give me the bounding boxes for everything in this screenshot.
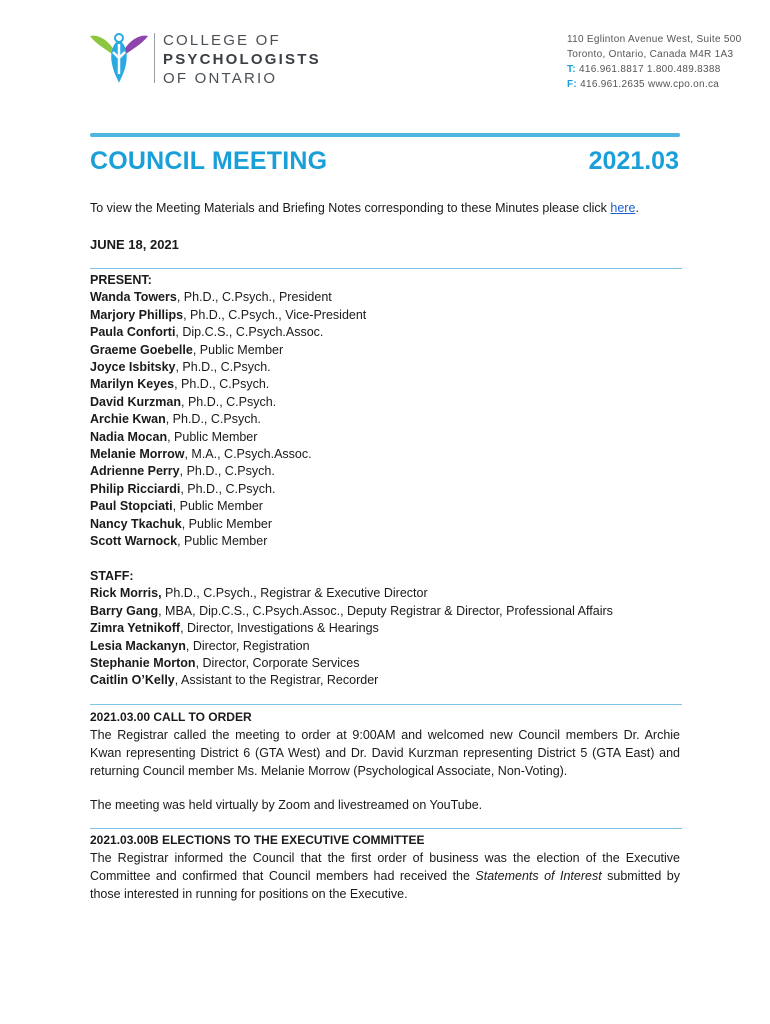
member-credentials: Ph.D., C.Psych., Registrar & Executive Director — [161, 586, 428, 601]
present-heading: PRESENT: — [90, 273, 152, 287]
present-member — [90, 533, 366, 550]
member-credentials: , Public Member — [181, 516, 273, 531]
title-rule — [90, 133, 680, 137]
logo-wordmark — [163, 31, 321, 88]
staff-member — [90, 638, 613, 655]
present-member — [90, 307, 366, 324]
member-name: Zimra Yetnikoff — [90, 621, 181, 636]
member-name: Stephanie Morton — [90, 656, 196, 671]
address-phone: T: 416.961.8817 1.800.489.8388 — [567, 64, 721, 75]
staff-member — [90, 672, 613, 689]
present-member — [90, 394, 366, 411]
present-member — [90, 498, 366, 515]
member-name: David Kurzman — [90, 394, 181, 409]
member-name: Marilyn Keyes — [90, 377, 175, 392]
member-name: Melanie Morrow — [90, 447, 185, 462]
staff-list — [90, 585, 613, 689]
member-credentials: , Director, Registration — [185, 638, 310, 653]
member-name: Scott Warnock — [90, 534, 178, 549]
logo-divider — [154, 33, 155, 83]
present-member — [90, 411, 366, 428]
member-credentials: , MBA, Dip.C.S., C.Psych.Assoc., Deputy Registrar & Director, Professional Affairs — [158, 603, 613, 618]
meeting-date: JUNE 18, 2021 — [90, 237, 179, 252]
member-credentials: , M.A., C.Psych.Assoc. — [184, 447, 312, 462]
present-member — [90, 324, 366, 341]
present-member — [90, 429, 366, 446]
member-credentials: , Director, Investigations & Hearings — [180, 621, 379, 636]
present-member — [90, 359, 366, 376]
section-divider — [90, 268, 682, 269]
member-credentials: , Ph.D., C.Psych. — [175, 360, 271, 375]
member-credentials: , Public Member — [172, 499, 263, 514]
logo-line-1: COLLEGE OF — [163, 32, 281, 49]
member-name: Philip Ricciardi — [90, 481, 181, 496]
contact-address — [567, 32, 742, 92]
logo-line-3: OF ONTARIO — [163, 70, 278, 87]
intro-text: To view the Meeting Materials and Briefing Notes corresponding to these Minutes please click here. — [90, 201, 639, 215]
meeting-format-paragraph: The meeting was held virtually by Zoom and livestreamed on YouTube. — [90, 798, 483, 812]
member-name: Wanda Towers — [90, 290, 177, 305]
member-name: Barry Gang — [90, 603, 159, 618]
staff-section — [90, 568, 613, 690]
member-credentials: , Dip.C.S., C.Psych.Assoc. — [175, 325, 324, 340]
materials-link[interactable]: here — [610, 201, 636, 215]
section-divider — [90, 828, 682, 829]
address-city: Toronto, Ontario, Canada M4R 1A3 — [567, 49, 734, 60]
elections-paragraph: The Registrar informed the Council that the first order of business was the election of the Executive Committee and confirmed that Council members had received the Statements of Interest submitted by those interested in running for positions on the Executive. — [90, 851, 680, 901]
member-credentials: , Ph.D., C.Psych. — [180, 481, 276, 496]
member-name: Marjory Phillips — [90, 307, 184, 322]
address-street: 110 Eglinton Avenue West, Suite 500 — [567, 34, 742, 45]
staff-member — [90, 585, 613, 602]
member-credentials: , Ph.D., C.Psych. — [181, 394, 277, 409]
member-credentials: , Public Member — [167, 429, 258, 444]
college-logo-icon — [88, 30, 150, 84]
present-member — [90, 289, 366, 306]
member-name: Rick Morris, — [90, 586, 162, 601]
call-to-order-heading: 2021.03.00 CALL TO ORDER — [90, 710, 252, 724]
logo-line-2: PSYCHOLOGISTS — [163, 51, 321, 68]
present-member — [90, 342, 366, 359]
staff-member — [90, 655, 613, 672]
present-member — [90, 516, 366, 533]
staff-heading: STAFF: — [90, 569, 134, 583]
member-credentials: , Public Member — [192, 342, 284, 357]
member-credentials: , Assistant to the Registrar, Recorder — [174, 673, 379, 688]
present-section — [90, 272, 366, 551]
address-fax: F: 416.961.2635 www.cpo.on.ca — [567, 79, 720, 90]
member-name: Nadia Mocan — [90, 429, 168, 444]
member-credentials: , Public Member — [177, 534, 268, 549]
meeting-number: 2021.03 — [588, 147, 679, 175]
member-name: Paula Conforti — [90, 325, 176, 340]
elections-heading: 2021.03.00B ELECTIONS TO THE EXECUTIVE COMMITTEE — [90, 833, 425, 847]
present-list — [90, 289, 366, 550]
present-member — [90, 446, 366, 463]
section-divider — [90, 704, 682, 705]
member-name: Graeme Goebelle — [90, 342, 193, 357]
staff-member — [90, 620, 613, 637]
member-name: Caitlin O’Kelly — [90, 673, 175, 688]
present-member — [90, 481, 366, 498]
member-name: Joyce Isbitsky — [90, 360, 176, 375]
member-credentials: , Ph.D., C.Psych., President — [176, 290, 332, 305]
page-title: COUNCIL MEETING — [90, 147, 328, 175]
member-credentials: , Ph.D., C.Psych. — [174, 377, 270, 392]
member-name: Lesia Mackanyn — [90, 638, 186, 653]
staff-member — [90, 603, 613, 620]
member-credentials: , Ph.D., C.Psych., Vice-President — [183, 307, 367, 322]
member-credentials: , Director, Corporate Services — [195, 656, 360, 671]
member-credentials: , Ph.D., C.Psych. — [165, 412, 261, 427]
member-name: Nancy Tkachuk — [90, 516, 182, 531]
member-name: Archie Kwan — [90, 412, 166, 427]
present-member — [90, 463, 366, 480]
member-name: Adrienne Perry — [90, 464, 180, 479]
member-name: Paul Stopciati — [90, 499, 173, 514]
member-credentials: , Ph.D., C.Psych. — [179, 464, 275, 479]
call-to-order-paragraph: The Registrar called the meeting to order at 9:00AM and welcomed new Council members Dr. Archie Kwan representing District 6 (GTA West) and Dr. David Kurzman representing District 5 (GTA East) and returning Council member Ms. Melanie Morrow (Psychological Associate, Non-Voting). — [90, 728, 680, 778]
present-member — [90, 376, 366, 393]
